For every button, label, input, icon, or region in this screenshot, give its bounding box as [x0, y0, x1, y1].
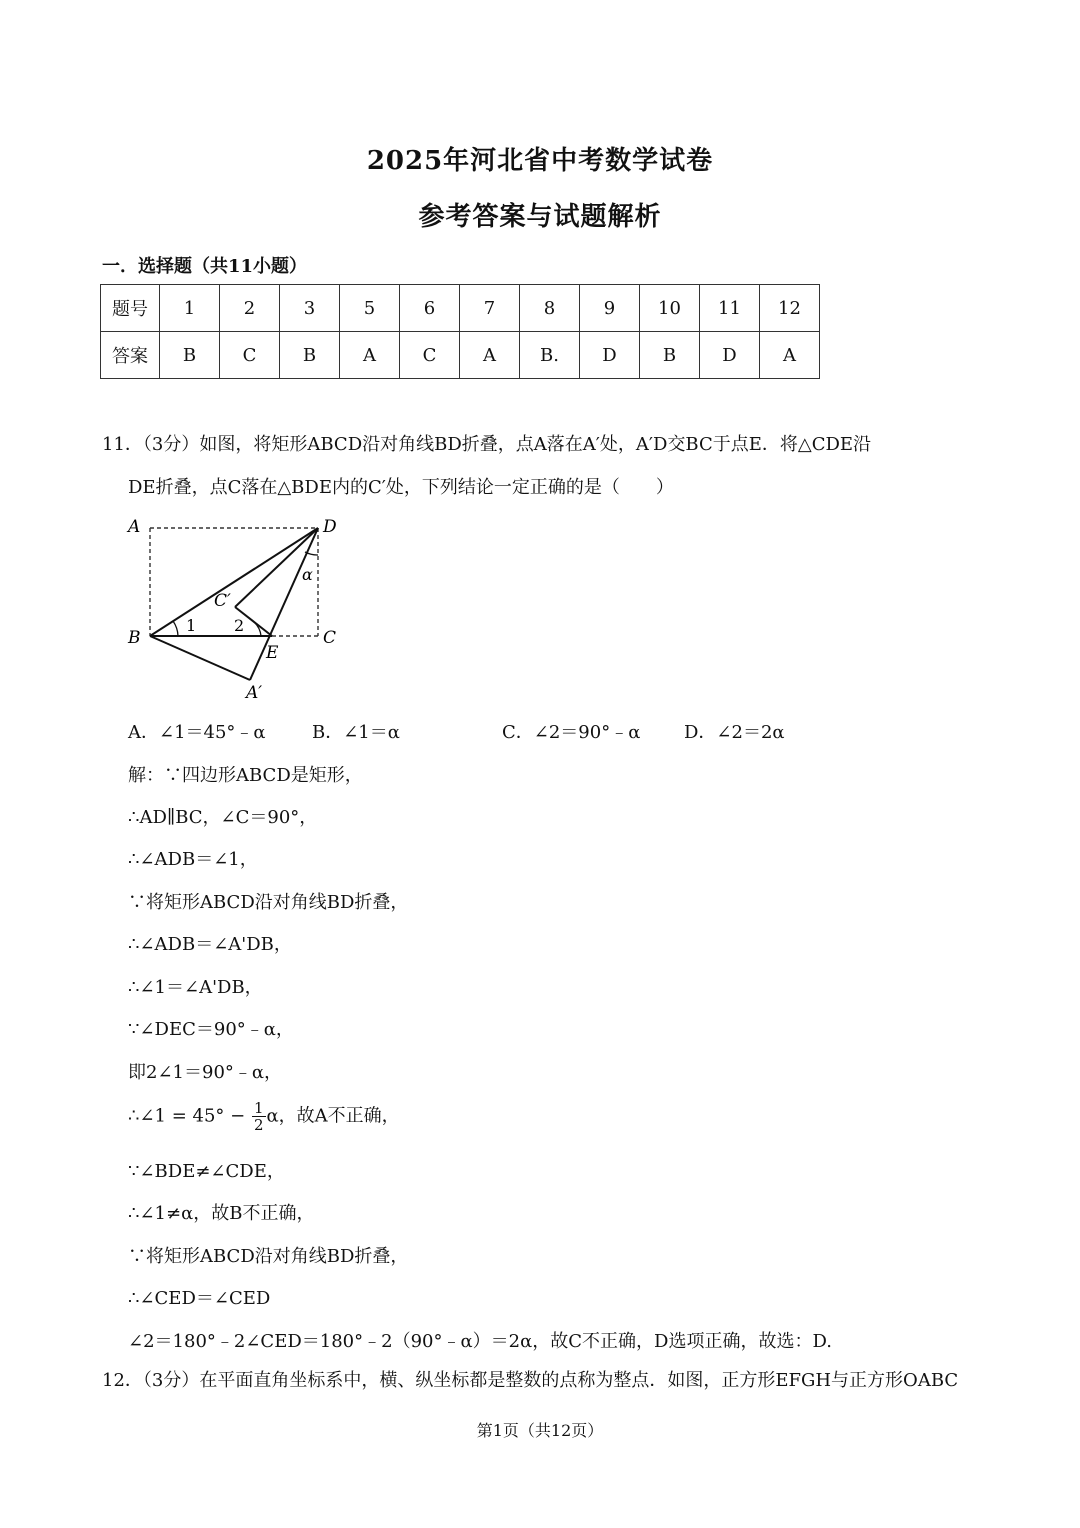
fraction-numerator: 1: [253, 1099, 264, 1117]
solution-line-7: ∵∠DEC＝90°﹣α，: [128, 1019, 294, 1040]
solution-line-3: ∴∠ADB＝∠1，: [128, 849, 258, 870]
solution-formula-suffix: α，故A不正确，: [266, 1105, 400, 1127]
label-a-prime: A′: [246, 683, 263, 703]
label-a: A: [128, 517, 141, 537]
solution-line-12: ∵将矩形ABCD沿对角线BD折叠，: [128, 1246, 409, 1267]
label-d: D: [323, 517, 337, 537]
table-cell: C: [400, 332, 460, 379]
question-11-text-line1: 11．（3分）如图，将矩形ABCD沿对角线BD折叠，点A落在A′处，A′D交BC于点E．将△CDE沿: [102, 434, 872, 455]
page-title: 2025年河北省中考数学试卷: [366, 146, 714, 176]
table-cell: B: [640, 332, 700, 379]
table-row: [101, 285, 820, 332]
table-cell: D: [580, 332, 640, 379]
table-cell: 6: [400, 285, 460, 332]
fraction-denominator: 2: [253, 1116, 264, 1134]
table-cell: 8: [520, 285, 580, 332]
table-cell: A: [340, 332, 400, 379]
solution-line-4: ∵将矩形ABCD沿对角线BD折叠，: [128, 892, 409, 913]
page-subtitle: 参考答案与试题解析: [418, 202, 662, 232]
label-e: E: [266, 643, 279, 663]
solution-line-2: ∴AD∥BC，∠C＝90°，: [128, 807, 318, 828]
table-cell: 7: [460, 285, 520, 332]
solution-formula-prefix: ∴∠1 = 45° −: [128, 1105, 251, 1127]
section-heading: 一．选择题（共11小题）: [102, 256, 308, 277]
solution-line-1: 解：∵四边形ABCD是矩形，: [128, 765, 363, 786]
table-cell: B: [160, 332, 220, 379]
fraction-one-half: [252, 1100, 266, 1133]
solution-line-6: ∴∠1＝∠A'DB，: [128, 977, 263, 998]
label-alpha: α: [302, 565, 313, 584]
page-footer: 第1页（共12页）: [476, 1421, 604, 1440]
table-cell: 10: [640, 285, 700, 332]
solution-line-14: ∠2＝180°﹣2∠CED＝180°﹣2（90°﹣α）＝2α，故C不正确，D选项正确，故选：D.: [128, 1331, 832, 1352]
answer-table: [100, 284, 820, 379]
segment-ba-prime: [150, 636, 250, 680]
label-angle-2: 2: [234, 616, 245, 635]
table-cell: 2: [220, 285, 280, 332]
option-a: A．∠1＝45°﹣α: [128, 722, 266, 743]
solution-line-9: [128, 1100, 400, 1133]
table-row: [101, 332, 820, 379]
table-cell: A: [760, 332, 820, 379]
angle-1-arc: [173, 621, 178, 636]
table-cell: C: [220, 332, 280, 379]
table-header-cell: 题号: [101, 285, 160, 332]
solution-line-10: ∵∠BDE≠∠CDE，: [128, 1161, 285, 1182]
geometry-figure: [120, 510, 350, 705]
table-cell: A: [460, 332, 520, 379]
table-cell: B.: [520, 332, 580, 379]
table-cell: 1: [160, 285, 220, 332]
table-cell: B: [280, 332, 340, 379]
label-angle-1: 1: [186, 616, 197, 635]
label-c: C: [323, 628, 337, 648]
solution-line-5: ∴∠ADB＝∠A'DB，: [128, 934, 292, 955]
option-d: D．∠2＝2α: [684, 722, 785, 743]
label-b: B: [128, 628, 141, 648]
solution-line-13: ∴∠CED＝∠CED: [128, 1288, 271, 1309]
table-cell: 12: [760, 285, 820, 332]
option-c: C．∠2＝90°﹣α: [502, 722, 641, 743]
question-12-text-line1: 12．（3分）在平面直角坐标系中，横、纵坐标都是整数的点称为整点．如图，正方形EFGH与正方形OABC: [102, 1370, 959, 1391]
solution-line-11: ∴∠1≠α，故B不正确，: [128, 1203, 315, 1224]
solution-line-8: 即2∠1＝90°﹣α，: [128, 1062, 283, 1083]
label-c-prime: C′: [214, 591, 231, 611]
table-cell: 5: [340, 285, 400, 332]
table-cell: 11: [700, 285, 760, 332]
table-cell: 3: [280, 285, 340, 332]
table-cell: D: [700, 332, 760, 379]
question-11-text-line2: DE折叠，点C落在△BDE内的C′处，下列结论一定正确的是（ ）: [128, 477, 674, 498]
table-cell: 9: [580, 285, 640, 332]
option-b: B．∠1＝α: [312, 722, 400, 743]
table-header-cell: 答案: [101, 332, 160, 379]
